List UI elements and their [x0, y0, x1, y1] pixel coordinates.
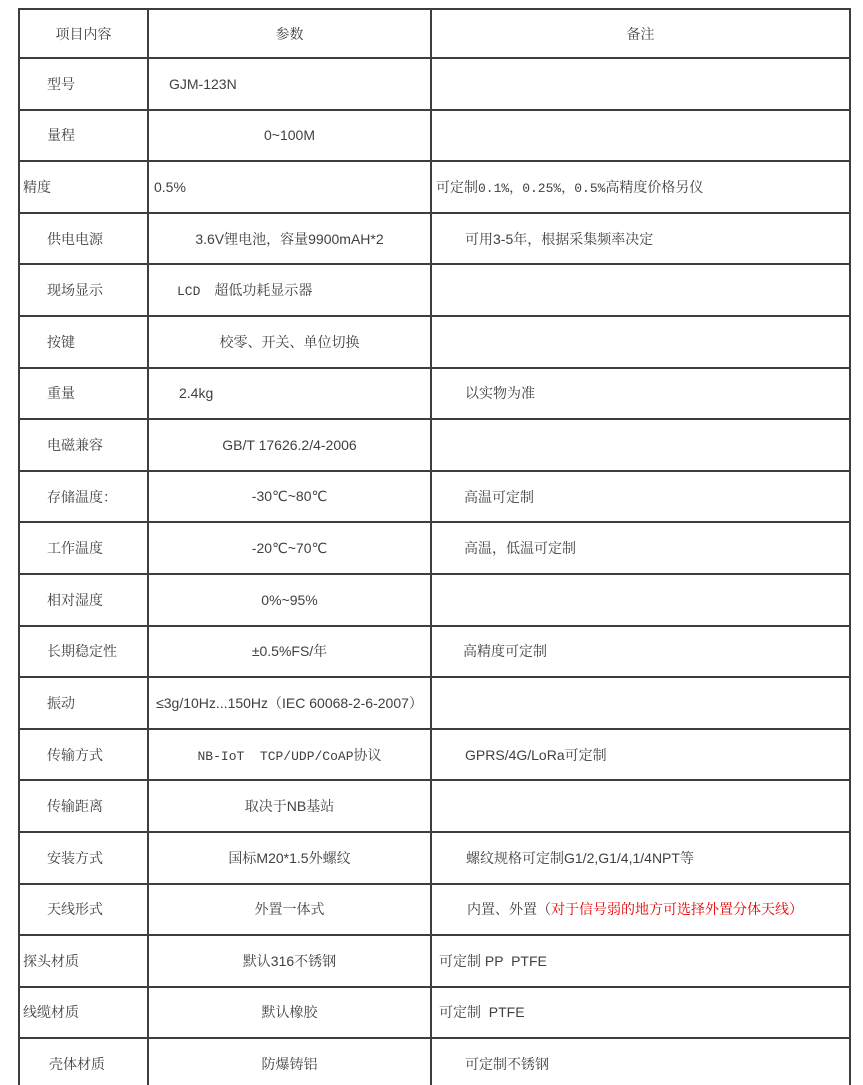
text-run: 现场显示: [47, 282, 103, 299]
text-run: 0~100M: [264, 127, 315, 144]
spec-table-row: [19, 626, 850, 678]
spec-table-row: [19, 780, 850, 832]
note-cell: [431, 161, 850, 213]
item-cell: [19, 522, 148, 574]
param-cell: [148, 368, 431, 420]
spec-table-row: [19, 522, 850, 574]
text-run: 以实物为准: [465, 385, 535, 402]
param-cell: [148, 471, 431, 523]
text-run: 安装方式: [47, 849, 103, 866]
item-cell: [19, 626, 148, 678]
text-run: 0%~95%: [261, 591, 318, 608]
param-cell: [148, 522, 431, 574]
text-run: GJM-123N: [169, 75, 237, 92]
param-cell: [148, 316, 431, 368]
spec-table-row: [19, 316, 850, 368]
param-cell: [148, 832, 431, 884]
text-run: 型号: [47, 75, 75, 92]
note-cell: [431, 677, 850, 729]
text-run: 超低功耗显示器: [200, 282, 313, 299]
text-run: 高温可定制: [464, 488, 534, 505]
item-cell: [19, 832, 148, 884]
param-cell: [148, 419, 431, 471]
text-run: 电磁兼容: [47, 436, 103, 453]
note-cell: [431, 471, 850, 523]
note-cell: [431, 419, 850, 471]
text-run: 可定制 PP PTFE: [439, 952, 547, 969]
item-cell: [19, 677, 148, 729]
param-cell: [148, 729, 431, 781]
text-run: 线缆材质: [23, 1004, 79, 1021]
text-run: 2.4kg: [179, 385, 214, 402]
spec-table-row: [19, 935, 850, 987]
text-run: 高精度可定制: [463, 643, 547, 660]
column-header-note: 备注: [431, 9, 850, 58]
text-run: 校零、开关、单位切换: [219, 333, 360, 350]
note-cell: [431, 574, 850, 626]
param-cell: [148, 1038, 431, 1085]
text-run: 可用3-5年，根据采集频率决定: [465, 230, 654, 247]
text-run: 探头材质: [23, 952, 79, 969]
note-cell: [431, 780, 850, 832]
item-cell: [19, 729, 148, 781]
spec-table-row: [19, 677, 850, 729]
spec-table-row: [19, 832, 850, 884]
text-run: 外置一体式: [254, 901, 325, 918]
param-cell: [148, 987, 431, 1039]
text-run: -20℃~70℃: [251, 539, 328, 556]
text-run: 默认橡胶: [261, 1004, 318, 1021]
note-cell: [431, 832, 850, 884]
text-run: 高精度价格另仪: [605, 178, 704, 195]
param-cell: [148, 110, 431, 162]
param-cell: [148, 161, 431, 213]
text-run: 量程: [47, 127, 75, 144]
spec-table-row: [19, 574, 850, 626]
item-cell: [19, 213, 148, 265]
text-run: 协议: [353, 746, 382, 763]
text-run: 传输方式: [47, 746, 103, 763]
text-run: GPRS/4G/LoRa可定制: [465, 746, 607, 763]
item-cell: [19, 884, 148, 936]
spec-table-header-row: [19, 9, 850, 58]
text-run-red: 对于信号弱的地方可选择外置分体天线）: [551, 901, 803, 918]
note-cell: [431, 368, 850, 420]
spec-table-row: [19, 884, 850, 936]
column-header-param: 参数: [148, 9, 431, 58]
item-cell: [19, 110, 148, 162]
note-cell: [431, 729, 850, 781]
param-cell: [148, 58, 431, 110]
item-cell: [19, 987, 148, 1039]
text-run: ≤3g/10Hz...150Hz（IEC 60068-2-6-2007）: [156, 694, 423, 711]
text-run: 供电电源: [47, 230, 103, 247]
text-run: 振动: [47, 694, 75, 711]
item-cell: [19, 419, 148, 471]
text-run: 默认316不锈钢: [242, 952, 337, 969]
item-cell: [19, 58, 148, 110]
param-cell: [148, 264, 431, 316]
note-cell: [431, 58, 850, 110]
text-run-mono: 0.1%，0.25%，0.5%: [478, 180, 606, 196]
text-run: 国标M20*1.5外螺纹: [228, 849, 351, 866]
spec-table-row: [19, 161, 850, 213]
param-cell: [148, 677, 431, 729]
text-run: 取决于NB基站: [244, 798, 335, 815]
text-run: 相对湿度: [47, 591, 103, 608]
param-cell: [148, 574, 431, 626]
note-cell: [431, 1038, 850, 1085]
text-run: 0.5%: [154, 178, 186, 195]
note-cell: [431, 884, 850, 936]
spec-table-row: [19, 471, 850, 523]
spec-table-row: [19, 368, 850, 420]
item-cell: [19, 368, 148, 420]
text-run-mono: LCD: [177, 284, 201, 300]
item-cell: [19, 780, 148, 832]
item-cell: [19, 935, 148, 987]
note-cell: [431, 316, 850, 368]
text-run: GB/T 17626.2/4-2006: [222, 436, 357, 453]
note-cell: [431, 626, 850, 678]
note-cell: [431, 213, 850, 265]
spec-table-row: [19, 987, 850, 1039]
param-cell: [148, 626, 431, 678]
column-header-item: 项目内容: [19, 9, 148, 58]
spec-table-body: [19, 58, 850, 1085]
spec-table-row: [19, 1038, 850, 1085]
note-cell: [431, 264, 850, 316]
item-cell: [19, 161, 148, 213]
spec-table-row: [19, 419, 850, 471]
note-cell: [431, 110, 850, 162]
text-run: 传输距离: [47, 798, 103, 815]
text-run: 可定制不锈钢: [465, 1056, 549, 1073]
item-cell: [19, 316, 148, 368]
param-cell: [148, 213, 431, 265]
text-run: 螺纹规格可定制G1/2,G1/4,1/4NPT等: [466, 849, 694, 866]
note-cell: [431, 987, 850, 1039]
spec-table-row: [19, 729, 850, 781]
item-cell: [19, 264, 148, 316]
spec-table-row: [19, 110, 850, 162]
note-cell: [431, 935, 850, 987]
text-run: 工作温度: [47, 540, 103, 557]
text-run: 壳体材质: [49, 1056, 105, 1073]
item-cell: [19, 1038, 148, 1085]
text-run: 按键: [47, 333, 75, 350]
item-cell: [19, 574, 148, 626]
text-run: 3.6V锂电池，容量9900mAH*2: [195, 230, 384, 247]
note-cell: [431, 522, 850, 574]
spec-table: [18, 8, 851, 1085]
text-run: 长期稳定性: [47, 643, 117, 660]
text-run: 可定制 PTFE: [439, 1004, 525, 1021]
spec-table-row: [19, 58, 850, 110]
text-run: ±0.5%FS/年: [251, 643, 328, 660]
spec-table-row: [19, 264, 850, 316]
text-run: -30℃~80℃: [251, 488, 328, 505]
param-cell: [148, 780, 431, 832]
param-cell: [148, 935, 431, 987]
text-run: 内置、外置（: [467, 901, 551, 918]
text-run-mono: NB-IoT TCP/UDP/CoAP: [197, 748, 354, 764]
param-cell: [148, 884, 431, 936]
item-cell: [19, 471, 148, 523]
text-run: 高温，低温可定制: [464, 540, 576, 557]
text-run: 存储温度：: [47, 488, 117, 505]
text-run: 精度: [23, 178, 51, 195]
spec-table-row: [19, 213, 850, 265]
text-run: 防爆铸铝: [261, 1056, 318, 1073]
text-run: 可定制: [436, 178, 478, 195]
text-run: 重量: [47, 385, 75, 402]
text-run: 天线形式: [47, 901, 103, 918]
